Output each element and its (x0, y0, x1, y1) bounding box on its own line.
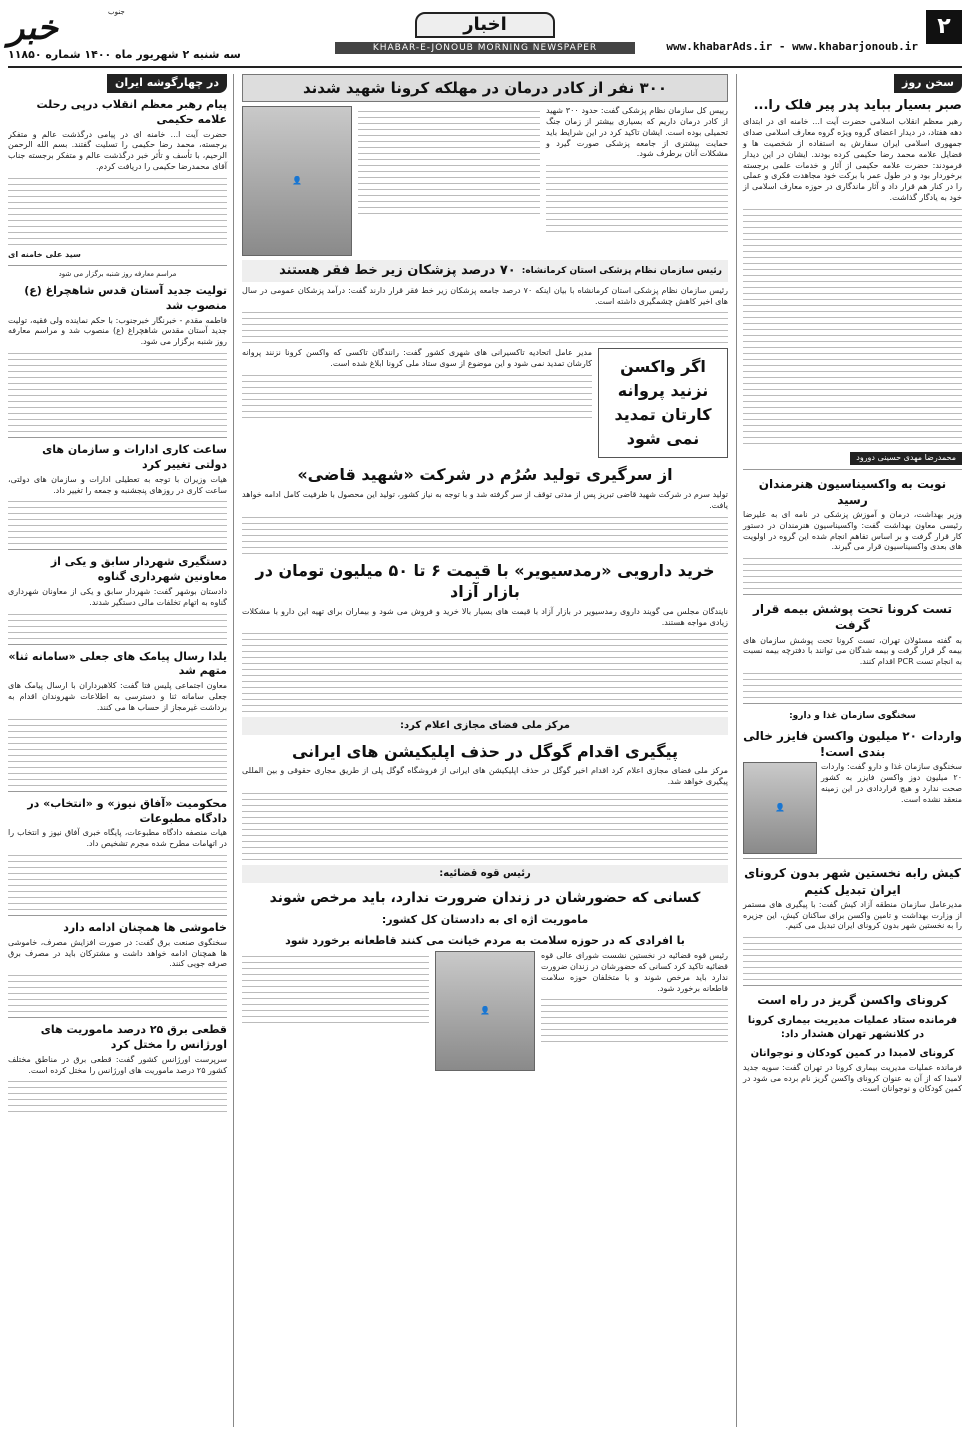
left-column (8, 74, 234, 1427)
news-headline: نوبت به واکسیناسیون هنرمندان رسید (758, 476, 947, 507)
news-headline: خاموشی ها همچنان ادامه دارد (63, 920, 227, 934)
signature: سید علی خامنه ای (8, 249, 81, 259)
middle-column (242, 74, 728, 1427)
lead-photo: 👤 (242, 106, 352, 256)
news-kicker: مراسم معارفه روز شنبه برگزار می شود (58, 269, 177, 278)
news-body: نایندگان مجلس می گویند داروی رمدسیویر در بازار آزاد با قیمت های بسیار بالا خرید و فروش می شود و بیماران برای تهیه این دارو با مشکلات زیادی مواجه هستند. (242, 606, 728, 627)
pull-quote: اگر واکسن نزنید پروانه کارتان تمدید نمی شود (598, 348, 728, 458)
news-headline: واردات ۲۰ میلیون واکسن فایزر خالی بندی است! (743, 729, 962, 760)
column-kicker: سخن روز (894, 74, 962, 93)
news-headline: دستگیری شهردار سابق و یکی از معاونین شهرداری گناوه (50, 555, 227, 584)
website-urls[interactable]: www.khabarAds.ir - www.khabarjonoub.ir (666, 40, 918, 53)
sub-body: رئیس سازمان نظام پزشکی استان کرمانشاه با بیان اینکه ۷۰ درصد جامعه پزشکان زیر خط فقر قرار دارند گفت: درآمد پزشکان عمومی در سال های اخیر کاهش چشمگیری داشته است. (242, 285, 728, 306)
news-body: مرکز ملی فضای مجازی اعلام کرد اقدام اخیر گوگل در حذف اپلیکیشن های ایرانی از فروشگاه گوگل پلی از طریق مجاری حقوقی و بین المللی پیگیری خواهد شد. (242, 766, 728, 787)
news-body: حضرت آیت ا... خامنه ای در پیامی درگذشت عالم و متفکر برجسته، محمد رضا حکیمی را تسلیت گفتند. بسم الله الرحمن الرحیم، با تأسف و تأثر خبر درگذشت عالم و متفکر برجسته جناب آقای محمدرضا حکیمی را دریافت کردم. (8, 129, 227, 171)
news-headline: از سرگیری تولید سُرُم در شرکت «شهید قاضی» (297, 465, 673, 485)
sub-headline: ۷۰ درصد پزشکان زیر خط فقر هستند (279, 263, 516, 279)
news-headline: پیام رهبر معظم انقلاب درپی رحلت علامه حکیمی (36, 97, 227, 126)
logo-subtitle: جنوب (108, 8, 125, 16)
news-body: سخنگوی سازمان غذا و دارو گفت: واردات ۲۰ میلیون دوز واکسن فایزر به کشور صحت ندارد و هیچ قراردادی در این زمینه منعقد نشده است. (821, 762, 962, 804)
editorial-text-lines (743, 209, 962, 444)
news-body: مدیرعامل سازمان منطقه آزاد کیش گفت: با پیگیری های مستمر از وزارت بهداشت و تامین واکسن برای ساکنان کیش، این جزیره را به نخستین شهر بدون کرونای ایران تبدیل می کنیم. (743, 899, 962, 931)
news-headline: تولیت جدید آستان قدس شاهچراغ (ع) منصوب شد (24, 283, 227, 312)
right-column (736, 74, 962, 1427)
news-kicker: سخنگوی سازمان غذا و دارو: (789, 710, 916, 721)
news-body: رئیس قوه قضائیه در نخستین نشست شورای عالی قوه قضائیه تاکید کرد کسانی که حضورشان در زندان ضرورت ندارد باید مرخص شوند و با متخلفان حوزه سلامت قاطعانه برخورد شود. (541, 951, 728, 993)
lead-headline: ۳۰۰ نفر از کادر درمان در مهلکه کرونا شهید شدند (242, 74, 728, 102)
news-headline: کسانی که حضورشان در زندان ضرورت ندارد، باید مرخص شوند (269, 889, 701, 906)
news-kicker: مرکز ملی فضای مجازی اعلام کرد: (242, 717, 728, 735)
news-body: سرپرست اورژانس کشور گفت: قطعی برق در مناطق مختلف کشور ۲۵ درصد ماموریت های اورژانس را مختل کرده است. (8, 1054, 227, 1075)
news-body: معاون اجتماعی پلیس فتا گفت: کلاهبرداران با ارسال پیامک های جعلی سامانه ثنا و دسترسی به اطلاعات شهروندان اقدام به برداشت غیرمجاز از حساب ها می کنند. (8, 681, 227, 712)
news-body: هیات منصفه دادگاه مطبوعات، پایگاه خبری آفاق نیوز و انتخاب را در اتهامات مطرح شده مجرم تشخیص داد. (8, 828, 227, 849)
news-headline: یلدا رسال پیامک های جعلی «سامانه ثنا» متهم شد (8, 649, 227, 678)
section-title: اخبار (415, 12, 555, 38)
news-body: فرمانده عملیات مدیریت بیماری کرونا در تهران گفت: سویه جدید لامبدا که از آن به عنوان کرونای واکسن گریز نام برده می شود در کمین کودکان و نوجوانان است. (743, 1062, 962, 1094)
news-headline: تست کرونا تحت پوشش بیمه قرار گرفت (753, 602, 952, 633)
news-headline: کرونای واکسن گریز در راه است (757, 993, 948, 1008)
news-body: تولید سرم در شرکت شهید قاضی تبریز پس از مدتی توقف از سر گرفته شد و با توجه به نیاز کشور، تولید این محصول با ظرفیت کامل ادامه خواهد یافت. (242, 489, 728, 510)
news-body: دادستان بوشهر گفت: شهردار سابق و یکی از معاونان شهرداری گناوه به اتهام تخلفات مالی دستگیر شدند. (8, 587, 227, 607)
news-headline: کیش رابه نخستین شهر بدون کرونای ایران تبدیل کنیم (744, 866, 961, 897)
person-photo: 👤 (743, 762, 817, 854)
news-body: سخنگوی صنعت برق گفت: در صورت افزایش مصرف، خاموشی ها همچنان ادامه خواهد داشت و مشترکان باید در مصرف برق صرفه جویی کنند. (8, 937, 227, 969)
editorial-body: رهبر معظم انقلاب اسلامی حضرت آیت ا... خامنه ای در ابتدای دهه هفتاد، در دیدار اعضای گروه ویژه گروه معارف اسلامی صدای جمهوری اسلامی ایران سفارش به استفاده از شخصیت ها و فضایل علامه محمد رضا حکیمی کرده بودند. ایشان در این دیدار فرمودند: حضرت علامه حکیمی از آثار و خدمات علمی برجسته برخوردار بود و در طول عمر با برکت خود مجاهدت فکری و عملی را در کنار هم قرار داد و آثار ماندگاری در حوزه معارف اسلامی از خود به یادگار گذاشت. (743, 117, 962, 202)
issue-date: سه شنبه ۲ شهریور ماه ۱۴۰۰ شماره ۱۱۸۵۰ (8, 48, 241, 61)
newspaper-logo: خبر (8, 8, 59, 48)
news-text-lines (743, 558, 962, 589)
news-subhead: فرمانده ستاد عملیات مدیریت بیماری کرونا در کلانشهر تهران هشدار داد: (747, 1015, 958, 1040)
news-body: فاطمه مقدم - خبرنگار خبرجنوب: با حکم نماینده ولی فقیه، تولیت جدید آستان مقدس شاهچراغ (ع) منصوب شد و مراسم معارفه روز شنبه برگزار می شود. (8, 315, 227, 347)
news-body: هیات وزیران با توجه به تعطیلی ادارات و سازمان های دولتی، ساعت کاری در روزهای پنجشنبه و جمعه را تغییر داد. (8, 474, 227, 495)
english-name: KHABAR-E-JONOUB MORNING NEWSPAPER (335, 42, 635, 54)
masthead (8, 6, 962, 68)
page-number: ۲ (926, 10, 962, 44)
editorial-title: صبر بسیار بباید پدر پیر فلک را... (753, 97, 962, 113)
news-body: وزیر بهداشت، درمان و آموزش پزشکی در نامه ای به علیرضا رئیسی معاون بهداشت گفت: واکسیناسیون هنرمندان در دستور کار قرار گرفت و بر اساس تفاهم انجام شده این گروه در اولویت های بعدی واکسیناسیون قرار می گیرند. (743, 509, 962, 552)
news-headline: محکومیت «آفاق نیوز» و «انتخاب» در دادگاه مطبوعات (27, 796, 227, 825)
news-headline: خرید دارویی «رمدسیویر» با قیمت ۶ تا ۵۰ میلیون تومان در بازار آزاد (255, 560, 715, 602)
news-subhead: ماموریت اژه ای به دادستان کل کشور: (381, 913, 589, 927)
news-body: به گفته مسئولان تهران، تست کرونا تحت پوشش سازمان های بیمه گر قرار گرفت و بیمه شدگان می توانند با دفترچه بیمه نسبت به انجام تست PCR اقدام کنند. (743, 635, 962, 667)
quote-body: مدیر عامل اتحادیه تاکسیرانی های شهری کشور گفت: رانندگان تاکسی که واکسن کرونا نزنند پروانه کارشان تمدید نمی شود و این موضوع از سوی ستاد ملی کرونا ابلاغ شده است. (242, 348, 592, 369)
lead-body: رییس کل سازمان نظام پزشکی گفت: حدود ۳۰۰ شهید از کادر درمان داریم که بسیاری بیشتر از زمان جنگ تحمیلی بوده است. ایشان تاکید کرد در این شرایط باید حمایت بیشتری از جامعه پزشکی صورت گیرد و مشکلات آنان برطرف شود. (546, 106, 728, 159)
column-kicker: در چهارگوشه ایران (107, 74, 227, 93)
news-headline: پیگیری اقدام گوگل در حذف اپلیکیشن های ایرانی (291, 741, 679, 761)
news-headline: ساعت کاری ادارات و سازمان های دولتی تغییر کرد (42, 443, 227, 471)
editorial-author: محمدرضا مهدی حسینی دورود (850, 452, 962, 465)
news-headline: قطعی برق ۲۵ درصد ماموریت های اورژانس را مختل کرد (40, 1023, 227, 1052)
sub-kicker: رئیس سازمان نظام پزشکی استان کرمانشاه: (521, 265, 722, 276)
person-photo: 👤 (435, 951, 535, 1071)
news-subhead: با افرادی که در حوزه سلامت به مردم خیانت می کنند قاطعانه برخورد شود (285, 934, 685, 948)
news-kicker: رئیس قوه قضائیه: (242, 865, 728, 883)
news-subhead: کرونای لامبدا در کمین کودکان و نوجوانان (750, 1048, 955, 1060)
